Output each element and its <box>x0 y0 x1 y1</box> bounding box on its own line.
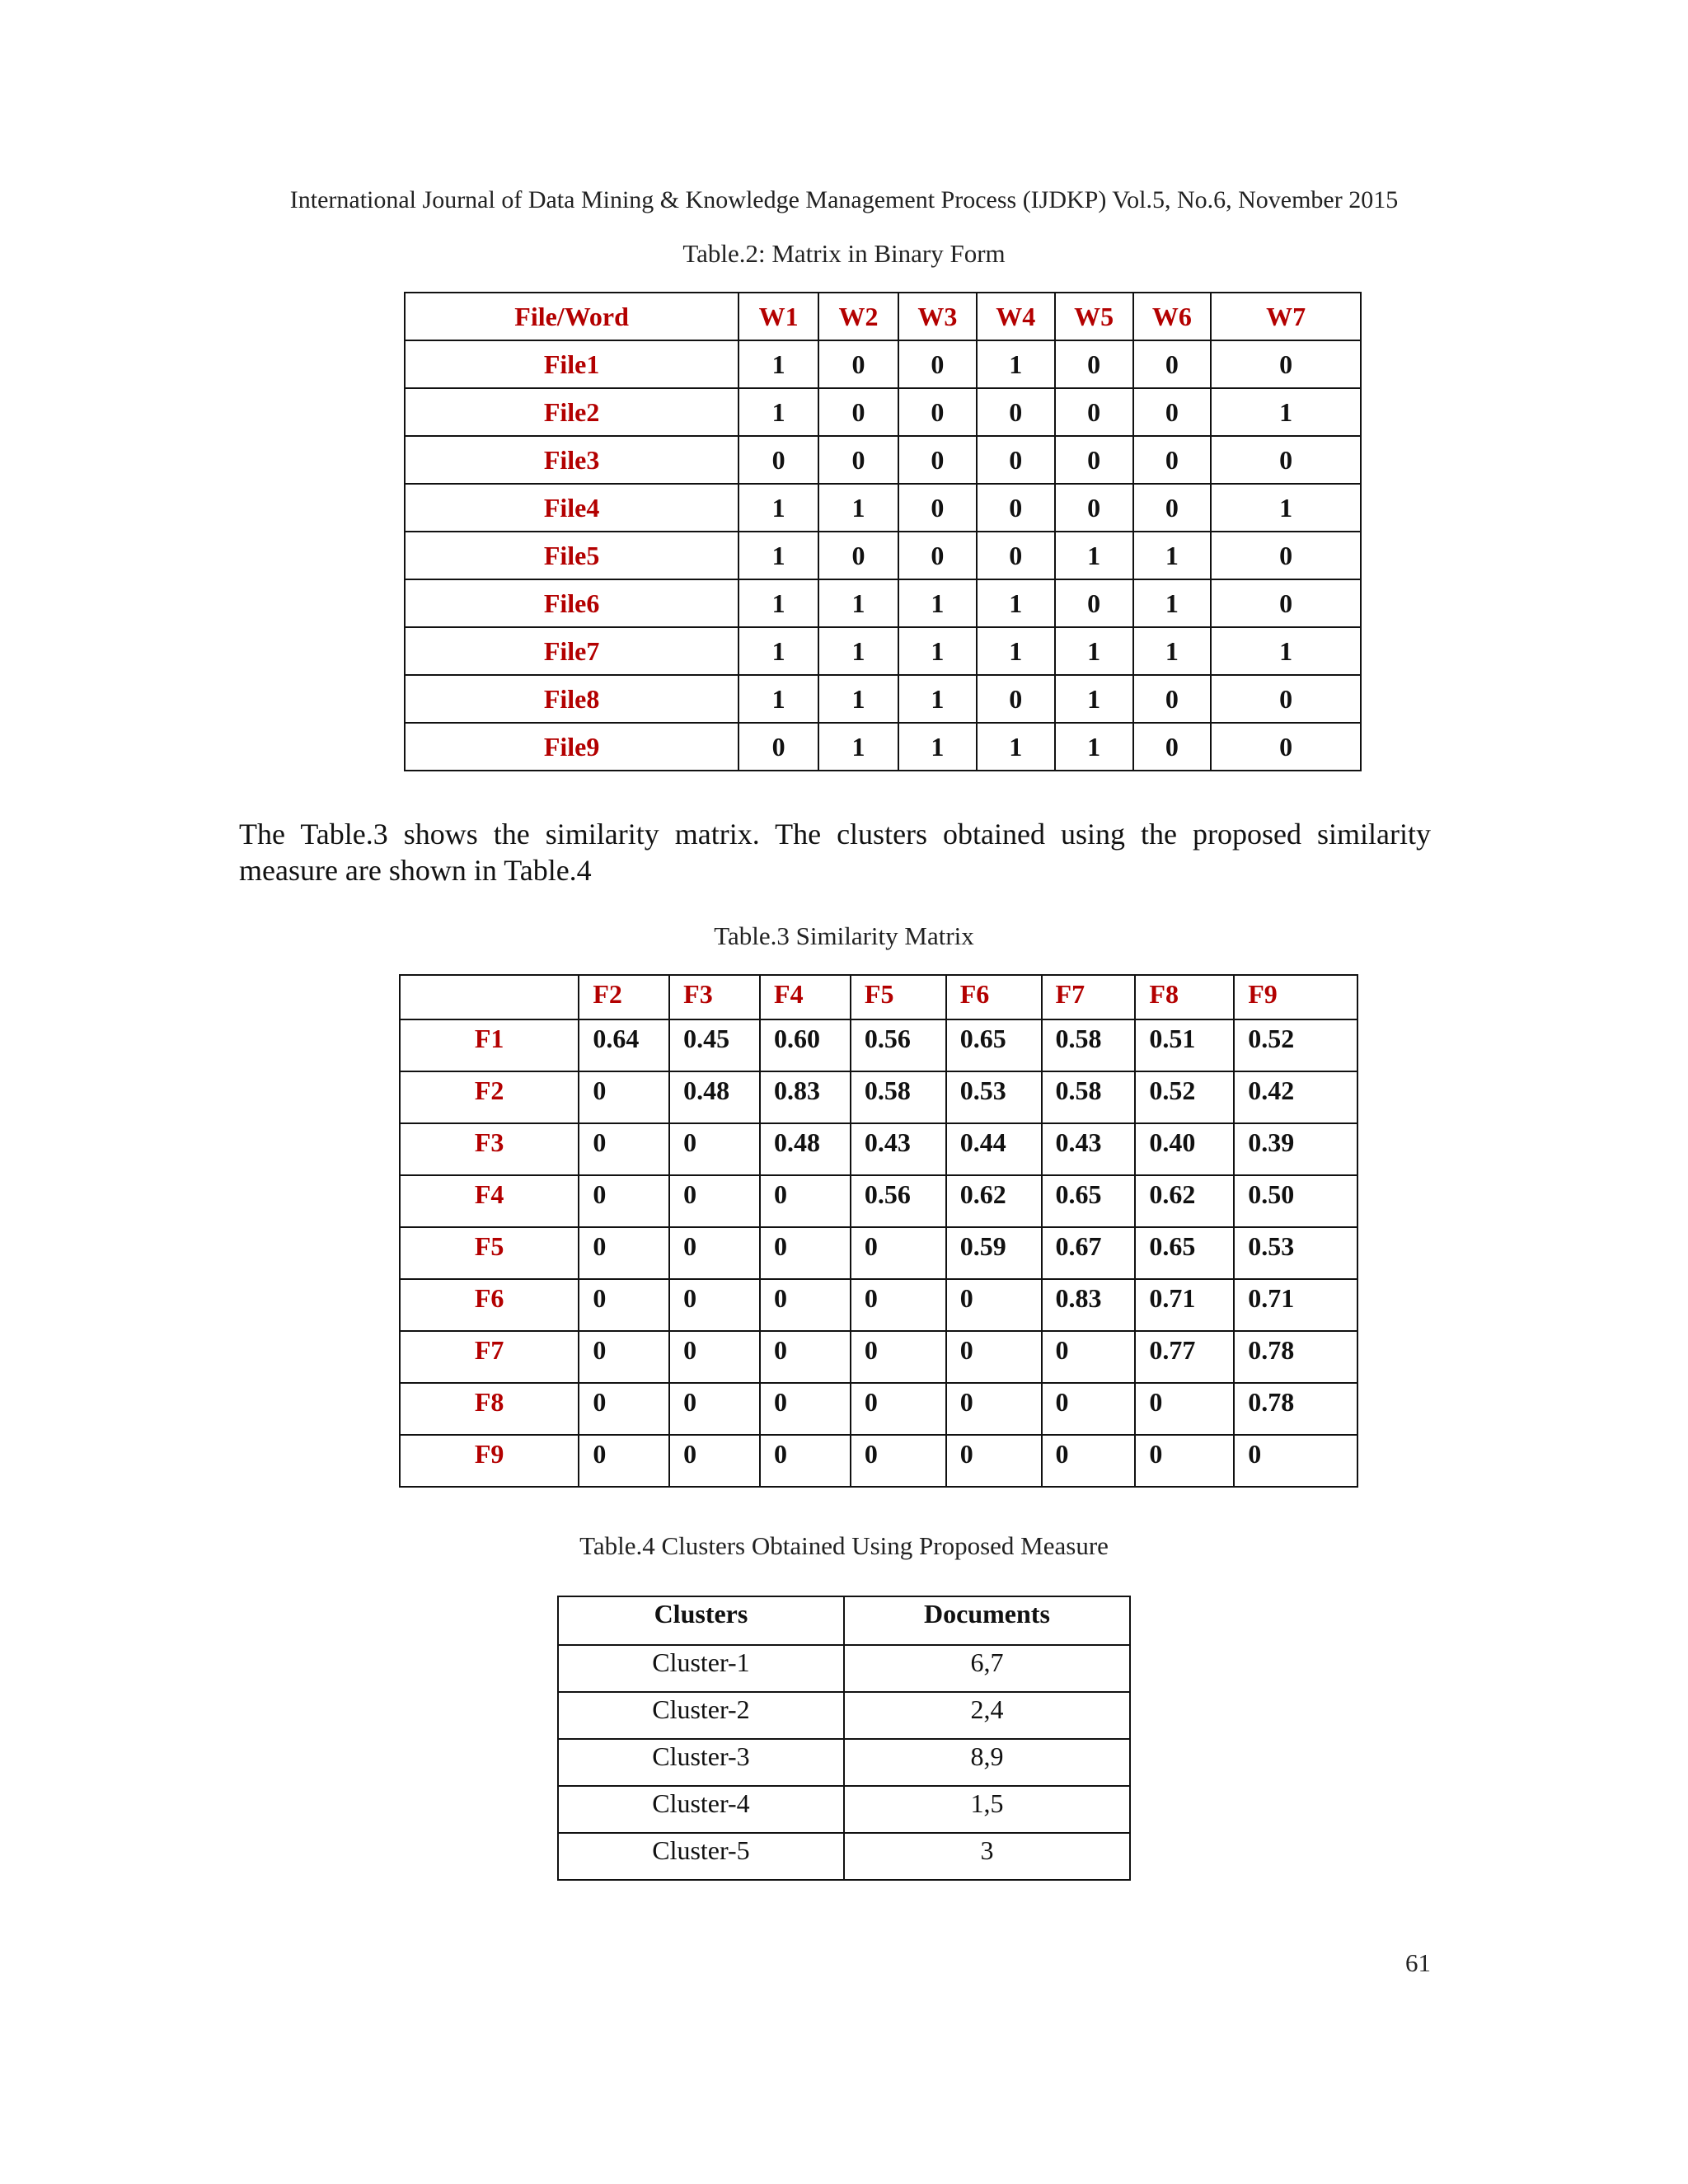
table-cell: 0.39 <box>1234 1123 1357 1175</box>
table-cell: 0 <box>760 1227 851 1279</box>
table-cell: 1 <box>1055 532 1133 579</box>
table-cell: 1 <box>898 627 977 675</box>
table-cell: 0 <box>946 1279 1042 1331</box>
table-cell: 0 <box>669 1227 760 1279</box>
column-header: Documents <box>844 1596 1130 1645</box>
table-cell: 0 <box>1133 340 1212 388</box>
table-row <box>400 1123 1357 1175</box>
cluster-cell: Cluster-2 <box>558 1692 844 1739</box>
body-paragraph: The Table.3 shows the similarity matrix. The clusters obtained using the proposed similarity measure are shown in Table.4 <box>239 818 1431 887</box>
table-cell: 0 <box>1211 436 1361 484</box>
table-cell: 0 <box>851 1331 946 1383</box>
row-header: File2 <box>405 388 738 436</box>
table-cell: 0.65 <box>1135 1227 1234 1279</box>
table-cell: 1 <box>977 340 1055 388</box>
row-header: F1 <box>400 1019 579 1071</box>
table-cell: 1 <box>977 579 1055 627</box>
table-cell: 0 <box>1133 388 1212 436</box>
table-row <box>405 675 1361 723</box>
table-cell: 0 <box>851 1383 946 1435</box>
table-header-row <box>405 293 1361 340</box>
table-cell: 1 <box>738 388 818 436</box>
table-cell: 0 <box>579 1279 669 1331</box>
table-cell: 1 <box>818 675 898 723</box>
column-header: F4 <box>760 975 851 1019</box>
table-cell: 0 <box>977 388 1055 436</box>
table-row <box>558 1786 1130 1833</box>
table3-caption: Table.3 Similarity Matrix <box>714 921 974 950</box>
table-cell: 0 <box>1211 675 1361 723</box>
table-cell: 0.50 <box>1234 1175 1357 1227</box>
table-cell: 0 <box>760 1435 851 1487</box>
row-header: File3 <box>405 436 738 484</box>
row-header: File4 <box>405 484 738 532</box>
table-row <box>558 1692 1130 1739</box>
table-cell: 0 <box>977 436 1055 484</box>
table-cell: 0 <box>818 436 898 484</box>
column-header: W1 <box>738 293 818 340</box>
row-header: F2 <box>400 1071 579 1123</box>
table-cell: 0.62 <box>946 1175 1042 1227</box>
cluster-cell: Cluster-4 <box>558 1786 844 1833</box>
table-cell: 0 <box>1133 675 1212 723</box>
table-cell: 0 <box>579 1227 669 1279</box>
table-cell: 1 <box>1211 627 1361 675</box>
table-cell: 0 <box>1133 484 1212 532</box>
table-cell: 0 <box>1042 1331 1136 1383</box>
table-cell: 0.78 <box>1234 1383 1357 1435</box>
table-row <box>405 532 1361 579</box>
table-cell: 1 <box>818 627 898 675</box>
table-header-row <box>400 975 1357 1019</box>
table-cell: 0.71 <box>1234 1279 1357 1331</box>
row-header: File8 <box>405 675 738 723</box>
table-cell: 0 <box>851 1279 946 1331</box>
table-cell: 0.43 <box>1042 1123 1136 1175</box>
column-header: F9 <box>1234 975 1357 1019</box>
documents-cell: 6,7 <box>844 1645 1130 1692</box>
table-cell: 0 <box>898 436 977 484</box>
row-header: F9 <box>400 1435 579 1487</box>
table-cell: 0 <box>946 1331 1042 1383</box>
table-cell: 0 <box>579 1175 669 1227</box>
column-header: F6 <box>946 975 1042 1019</box>
table-cell: 0 <box>1055 484 1133 532</box>
table-cell: 1 <box>1133 579 1212 627</box>
column-header: F5 <box>851 975 946 1019</box>
table-cell: 0 <box>818 388 898 436</box>
table-cell: 0 <box>738 723 818 771</box>
table-cell: 0.43 <box>851 1123 946 1175</box>
table-cell: 0.62 <box>1135 1175 1234 1227</box>
table-cell: 0.40 <box>1135 1123 1234 1175</box>
row-header: File7 <box>405 627 738 675</box>
row-header: File6 <box>405 579 738 627</box>
table-cell: 1 <box>738 627 818 675</box>
column-header: Clusters <box>558 1596 844 1645</box>
table-row <box>400 1331 1357 1383</box>
table-row <box>400 1383 1357 1435</box>
table-cell: 0 <box>669 1279 760 1331</box>
row-header: F3 <box>400 1123 579 1175</box>
column-header: W3 <box>898 293 977 340</box>
table-row <box>405 723 1361 771</box>
table-row <box>400 1227 1357 1279</box>
table-cell: 0.77 <box>1135 1331 1234 1383</box>
table-cell: 0 <box>1133 723 1212 771</box>
table-header-row <box>558 1596 1130 1645</box>
table-cell: 1 <box>1133 627 1212 675</box>
table-cell: 0.83 <box>760 1071 851 1123</box>
table-cell: 0 <box>669 1383 760 1435</box>
table-cell: 0 <box>579 1435 669 1487</box>
column-header: W4 <box>977 293 1055 340</box>
similarity-matrix-table <box>399 974 1358 1488</box>
table-row <box>405 579 1361 627</box>
table-cell: 0.64 <box>579 1019 669 1071</box>
table-cell: 0 <box>669 1175 760 1227</box>
table-cell: 0.58 <box>851 1071 946 1123</box>
column-header: W7 <box>1211 293 1361 340</box>
table-cell: 0 <box>1055 340 1133 388</box>
table-cell: 0 <box>1055 579 1133 627</box>
table-row <box>400 1175 1357 1227</box>
table-cell: 0 <box>946 1383 1042 1435</box>
table4-caption: Table.4 Clusters Obtained Using Proposed Measure <box>579 1531 1109 1560</box>
binary-matrix-table <box>404 292 1362 771</box>
documents-cell: 3 <box>844 1833 1130 1880</box>
table-cell: 0.56 <box>851 1175 946 1227</box>
table-cell: 1 <box>738 532 818 579</box>
row-header: File1 <box>405 340 738 388</box>
table-cell: 0 <box>1055 436 1133 484</box>
table-cell: 0.65 <box>946 1019 1042 1071</box>
table-row <box>405 484 1361 532</box>
row-header: F8 <box>400 1383 579 1435</box>
table-cell: 1 <box>738 340 818 388</box>
table-cell: 1 <box>818 579 898 627</box>
table-cell: 0 <box>898 388 977 436</box>
documents-cell: 2,4 <box>844 1692 1130 1739</box>
column-header: F7 <box>1042 975 1136 1019</box>
column-header: W2 <box>818 293 898 340</box>
table-row <box>405 388 1361 436</box>
table-cell: 0 <box>818 340 898 388</box>
table-cell: 0 <box>898 340 977 388</box>
column-header: F2 <box>579 975 669 1019</box>
column-header: File/Word <box>405 293 738 340</box>
table-cell: 0.78 <box>1234 1331 1357 1383</box>
table-cell: 0 <box>898 484 977 532</box>
table-cell: 1 <box>1055 675 1133 723</box>
documents-cell: 1,5 <box>844 1786 1130 1833</box>
table-cell: 0 <box>1211 723 1361 771</box>
table-cell: 0 <box>579 1071 669 1123</box>
table2-caption: Table.2: Matrix in Binary Form <box>682 239 1006 268</box>
table-cell: 0 <box>1135 1435 1234 1487</box>
table-cell: 1 <box>1133 532 1212 579</box>
table-cell: 1 <box>818 484 898 532</box>
journal-header: International Journal of Data Mining & Knowledge Management Process (IJDKP) Vol.5, No.6, November 2015 <box>289 186 1399 213</box>
table-cell: 0 <box>1042 1435 1136 1487</box>
table-cell: 1 <box>738 675 818 723</box>
cluster-cell: Cluster-5 <box>558 1833 844 1880</box>
table-row <box>400 1071 1357 1123</box>
table-cell: 0.71 <box>1135 1279 1234 1331</box>
table-cell: 1 <box>738 484 818 532</box>
table-row <box>558 1739 1130 1786</box>
table-cell: 1 <box>818 723 898 771</box>
table-cell: 0.45 <box>669 1019 760 1071</box>
table-cell: 0.58 <box>1042 1071 1136 1123</box>
table-cell: 0 <box>851 1227 946 1279</box>
table-cell: 1 <box>1055 627 1133 675</box>
column-header <box>400 975 579 1019</box>
column-header: F3 <box>669 975 760 1019</box>
table-cell: 0.52 <box>1135 1071 1234 1123</box>
table-cell: 1 <box>898 723 977 771</box>
table-cell: 1 <box>1211 388 1361 436</box>
table-row <box>558 1833 1130 1880</box>
cluster-cell: Cluster-1 <box>558 1645 844 1692</box>
table-cell: 0 <box>818 532 898 579</box>
table-cell: 0 <box>977 532 1055 579</box>
row-header: F6 <box>400 1279 579 1331</box>
table-cell: 1 <box>977 723 1055 771</box>
table-cell: 0 <box>1042 1383 1136 1435</box>
documents-cell: 8,9 <box>844 1739 1130 1786</box>
row-header: F4 <box>400 1175 579 1227</box>
table-cell: 0 <box>1211 579 1361 627</box>
table-cell: 1 <box>898 579 977 627</box>
cluster-cell: Cluster-3 <box>558 1739 844 1786</box>
table-cell: 0 <box>760 1331 851 1383</box>
row-header: F7 <box>400 1331 579 1383</box>
table-cell: 0.65 <box>1042 1175 1136 1227</box>
table-cell: 0.59 <box>946 1227 1042 1279</box>
table-row <box>405 627 1361 675</box>
table-cell: 0 <box>579 1383 669 1435</box>
table-cell: 0 <box>1234 1435 1357 1487</box>
table-row <box>400 1019 1357 1071</box>
page-number: 61 <box>1405 1948 1431 1977</box>
table-cell: 0 <box>579 1123 669 1175</box>
table-cell: 0 <box>669 1435 760 1487</box>
table-cell: 1 <box>977 627 1055 675</box>
column-header: W5 <box>1055 293 1133 340</box>
table-row <box>400 1279 1357 1331</box>
table-cell: 0.48 <box>760 1123 851 1175</box>
table-cell: 0 <box>1133 436 1212 484</box>
table-row <box>400 1435 1357 1487</box>
table-cell: 0 <box>669 1123 760 1175</box>
table-cell: 0 <box>977 484 1055 532</box>
table-cell: 0.53 <box>1234 1227 1357 1279</box>
table-row <box>405 436 1361 484</box>
table-row <box>405 340 1361 388</box>
table-cell: 0 <box>851 1435 946 1487</box>
table-cell: 1 <box>1211 484 1361 532</box>
table-cell: 1 <box>738 579 818 627</box>
table-cell: 0.67 <box>1042 1227 1136 1279</box>
row-header: File5 <box>405 532 738 579</box>
table-cell: 0 <box>579 1331 669 1383</box>
clusters-table <box>557 1596 1131 1881</box>
table-cell: 0.83 <box>1042 1279 1136 1331</box>
table-cell: 0.60 <box>760 1019 851 1071</box>
table-cell: 0 <box>1135 1383 1234 1435</box>
table-cell: 0.58 <box>1042 1019 1136 1071</box>
table-cell: 1 <box>1055 723 1133 771</box>
table-cell: 0 <box>1055 388 1133 436</box>
table-cell: 0.56 <box>851 1019 946 1071</box>
row-header: File9 <box>405 723 738 771</box>
column-header: F8 <box>1135 975 1234 1019</box>
table-row <box>558 1645 1130 1692</box>
table-cell: 0 <box>669 1331 760 1383</box>
table-cell: 0 <box>760 1175 851 1227</box>
table-cell: 0 <box>760 1383 851 1435</box>
table-cell: 0.52 <box>1234 1019 1357 1071</box>
table-cell: 0 <box>1211 340 1361 388</box>
table-cell: 0 <box>977 675 1055 723</box>
table-cell: 0.42 <box>1234 1071 1357 1123</box>
table-cell: 0.51 <box>1135 1019 1234 1071</box>
table-cell: 1 <box>898 675 977 723</box>
table-cell: 0 <box>1211 532 1361 579</box>
table-cell: 0.44 <box>946 1123 1042 1175</box>
table-cell: 0 <box>898 532 977 579</box>
table-cell: 0 <box>738 436 818 484</box>
column-header: W6 <box>1133 293 1212 340</box>
table-cell: 0 <box>760 1279 851 1331</box>
table-cell: 0.53 <box>946 1071 1042 1123</box>
table-cell: 0 <box>946 1435 1042 1487</box>
table-cell: 0.48 <box>669 1071 760 1123</box>
row-header: F5 <box>400 1227 579 1279</box>
